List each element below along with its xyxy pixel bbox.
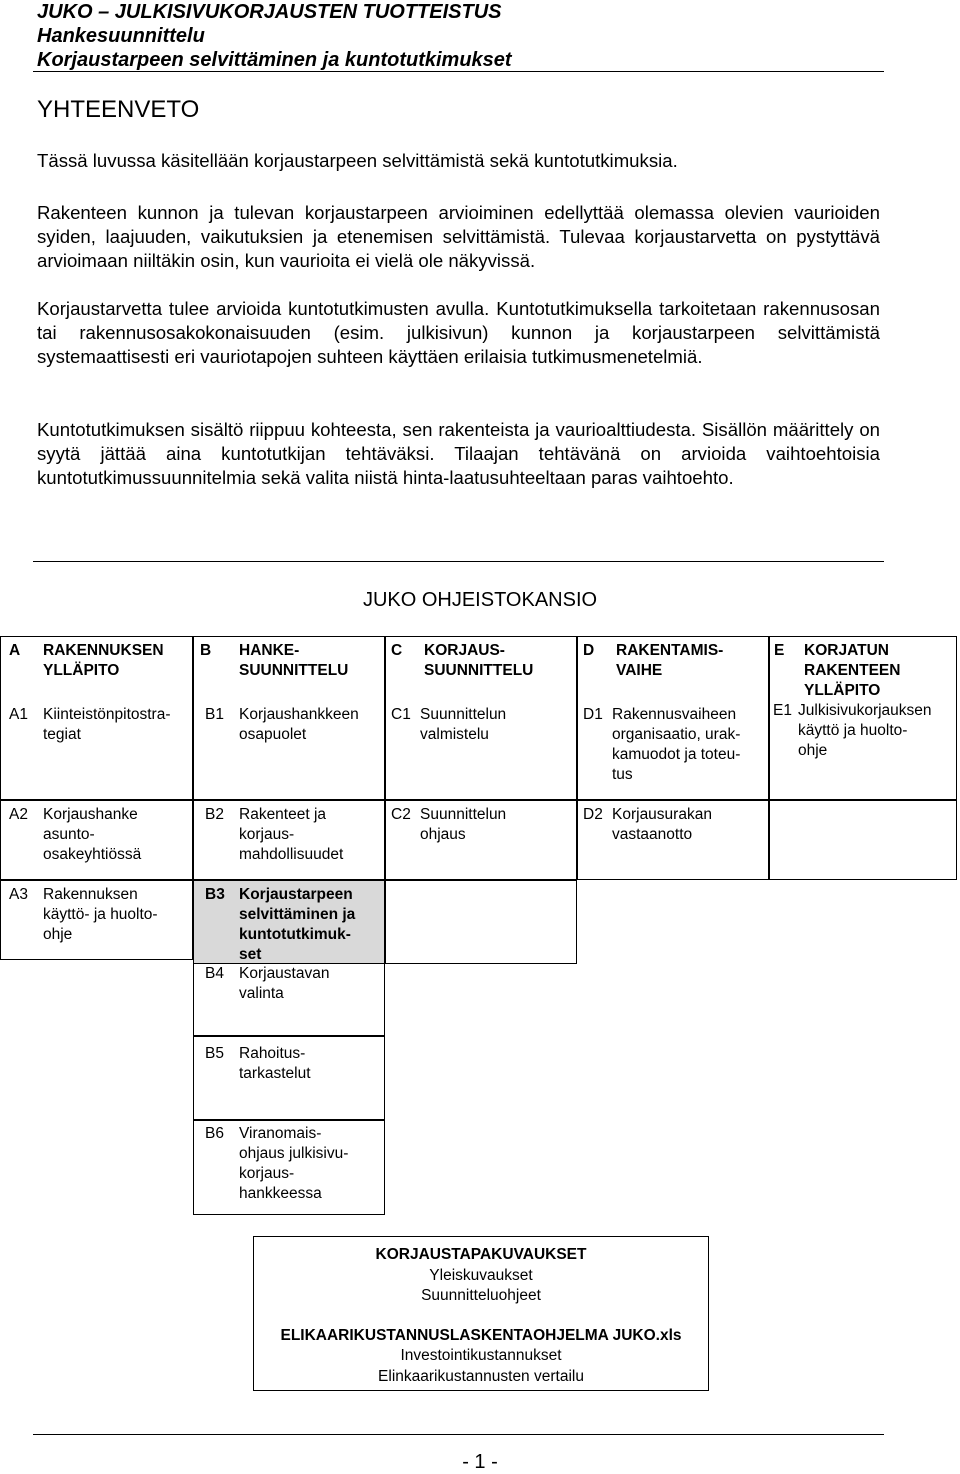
- box-line-4: Elinkaarikustannusten vertailu: [378, 1367, 584, 1385]
- cell-text: Viranomais- ohjaus julkisivu- korjaus- hankkeessa: [239, 1125, 349, 1202]
- box-heading-2: ELIKAARIKUSTANNUSLASKENTAOHJELMA JUKO.xls: [280, 1326, 682, 1344]
- cell-text: Korjausurakan vastaanotto: [612, 806, 712, 843]
- cell-text: Korjaustavan valinta: [239, 965, 330, 1002]
- cell-text: Rakennusvaiheen organisaatio, urak- kamuodot ja toteu- tus: [612, 706, 741, 783]
- cell-text: Korjaushankkeen osapuolet: [239, 706, 359, 743]
- grid-cell-a-header: [0, 636, 193, 800]
- grid-cell-c-header: [385, 636, 577, 800]
- cell-code: D1: [583, 706, 603, 723]
- cell-title: KORJATUN RAKENTEEN YLLÄPITO: [804, 642, 901, 699]
- grid-cell-b6[interactable]: [193, 1120, 385, 1215]
- paragraph-2: Rakenteen kunnon ja tulevan korjaustarpeen arvioiminen edellyttää olemassa olevien vaurioiden syiden, laajuuden, vaikutuksien ja etenemisen selvittämistä. Tulevaa korjaustarvetta on pystyttävä arvioimaan niiltäkin osin, kun vaurioita ei vielä ole näkyvissä.: [37, 202, 880, 271]
- box-heading-1: KORJAUSTAPAKUVAUKSET: [375, 1246, 587, 1263]
- grid-cell-a2[interactable]: [0, 800, 193, 880]
- grid-cell-b-header: [193, 636, 385, 800]
- cell-code: D: [583, 642, 595, 659]
- section-rule: [33, 561, 884, 562]
- cell-code: B1: [205, 706, 224, 723]
- cell-text: Korjaushanke asunto- osakeyhtiössä: [43, 806, 142, 863]
- korjaustapakuvaukset-box: [253, 1236, 709, 1391]
- cell-code: B4: [205, 965, 224, 982]
- cell-text: Kiinteistönpitostra- tegiat: [43, 706, 171, 743]
- header-rule: [33, 71, 884, 72]
- cell-text: Julkisivukorjauksen käyttö ja huolto- ohje: [798, 702, 932, 759]
- cell-title: RAKENTAMIS- VAIHE: [616, 642, 724, 679]
- cell-text: Rakenteet ja korjaus- mahdollisuudet: [239, 806, 344, 863]
- cell-title: HANKE- SUUNNITTELU: [239, 642, 349, 679]
- header-line-1: JUKO – JULKISIVUKORJAUSTEN TUOTTEISTUS: [37, 1, 502, 23]
- cell-code: E1: [773, 702, 792, 719]
- document-header: [37, 0, 512, 72]
- box-line-3: Investointikustannukset: [400, 1347, 562, 1364]
- grid-cell-e-header: [769, 636, 957, 800]
- cell-text: Suunnittelun ohjaus: [420, 806, 507, 843]
- cell-code: A2: [9, 806, 28, 823]
- cell-title: KORJAUS- SUUNNITTELU: [424, 642, 534, 679]
- page-number: - 1 -: [462, 1451, 498, 1473]
- grid-cell-c-empty: [385, 880, 577, 964]
- grid-cell-d-header: [577, 636, 769, 800]
- grid-cell-b3-current[interactable]: [193, 880, 385, 964]
- grid-cell-d2[interactable]: [577, 800, 769, 880]
- cell-code: D2: [583, 806, 603, 823]
- cell-code: E: [774, 642, 785, 659]
- paragraph-4: Kuntotutkimuksen sisältö riippuu kohteesta, sen rakenteista ja vaurioalttiudesta. Sisällön määrittely on syytä jättää aina kuntotutkijan tehtäväksi. Tilaajan tehtävänä on arvioida vaihtoehtoisia kuntotutkimussuunnitelmia sekä valita niistä hinta-laatusuhteeltaan paras vaihtoehto.: [37, 419, 880, 488]
- cell-code: B2: [205, 806, 224, 823]
- cell-code: B: [200, 642, 212, 659]
- box-line-2: Suunnitteluohjeet: [421, 1287, 541, 1304]
- grid-cell-c2[interactable]: [385, 800, 577, 880]
- cell-code: A1: [9, 706, 28, 723]
- section-title: YHTEENVETO: [37, 96, 200, 123]
- grid-cell-e-empty: [769, 800, 957, 880]
- paragraph-1: Tässä luvussa käsitellään korjaustarpeen selvittämistä sekä kuntotutkimuksia.: [37, 150, 678, 171]
- header-line-2: Hankesuunnittelu: [37, 25, 205, 47]
- box-line-1: Yleiskuvaukset: [429, 1266, 533, 1284]
- kansio-title: JUKO OHJEISTOKANSIO: [362, 589, 598, 611]
- cell-text: Rahoitus- tarkastelut: [239, 1045, 311, 1082]
- cell-text: Rakennuksen käyttö- ja huolto- ohje: [43, 886, 158, 943]
- cell-code: A3: [9, 886, 28, 903]
- header-line-3: Korjaustarpeen selvittäminen ja kuntotutkimukset: [37, 49, 512, 71]
- grid-cell-b2[interactable]: [193, 800, 385, 880]
- grid-cell-b4[interactable]: [193, 964, 385, 1036]
- cell-code: B5: [205, 1045, 224, 1062]
- cell-text: Korjaustarpeen selvittäminen ja kuntotutkimuk- set: [239, 886, 356, 963]
- cell-code: B6: [205, 1125, 224, 1142]
- cell-code: B3: [205, 886, 225, 903]
- cell-text: Suunnittelun valmistelu: [420, 706, 507, 743]
- footer-rule: [33, 1434, 884, 1435]
- cell-code: C2: [391, 806, 411, 823]
- grid-cell-b5[interactable]: [193, 1036, 385, 1120]
- grid-cell-a3[interactable]: [0, 880, 193, 960]
- cell-code: C1: [391, 706, 411, 723]
- cell-title: RAKENNUKSEN YLLÄPITO: [43, 642, 164, 679]
- cell-code: A: [9, 642, 21, 659]
- paragraph-3: Korjaustarvetta tulee arvioida kuntotutkimusten avulla. Kuntotutkimuksella tarkoitetaan rakennusosan tai rakennusosakokonaisuuden (esim. julkisivun) kunnon ja korjaustarpeen selvittämistä systemaattisesti eri vauriotapojen suhteen käyttäen erilaisia tutkimusmenetelmiä.: [37, 298, 880, 367]
- cell-code: C: [391, 642, 403, 659]
